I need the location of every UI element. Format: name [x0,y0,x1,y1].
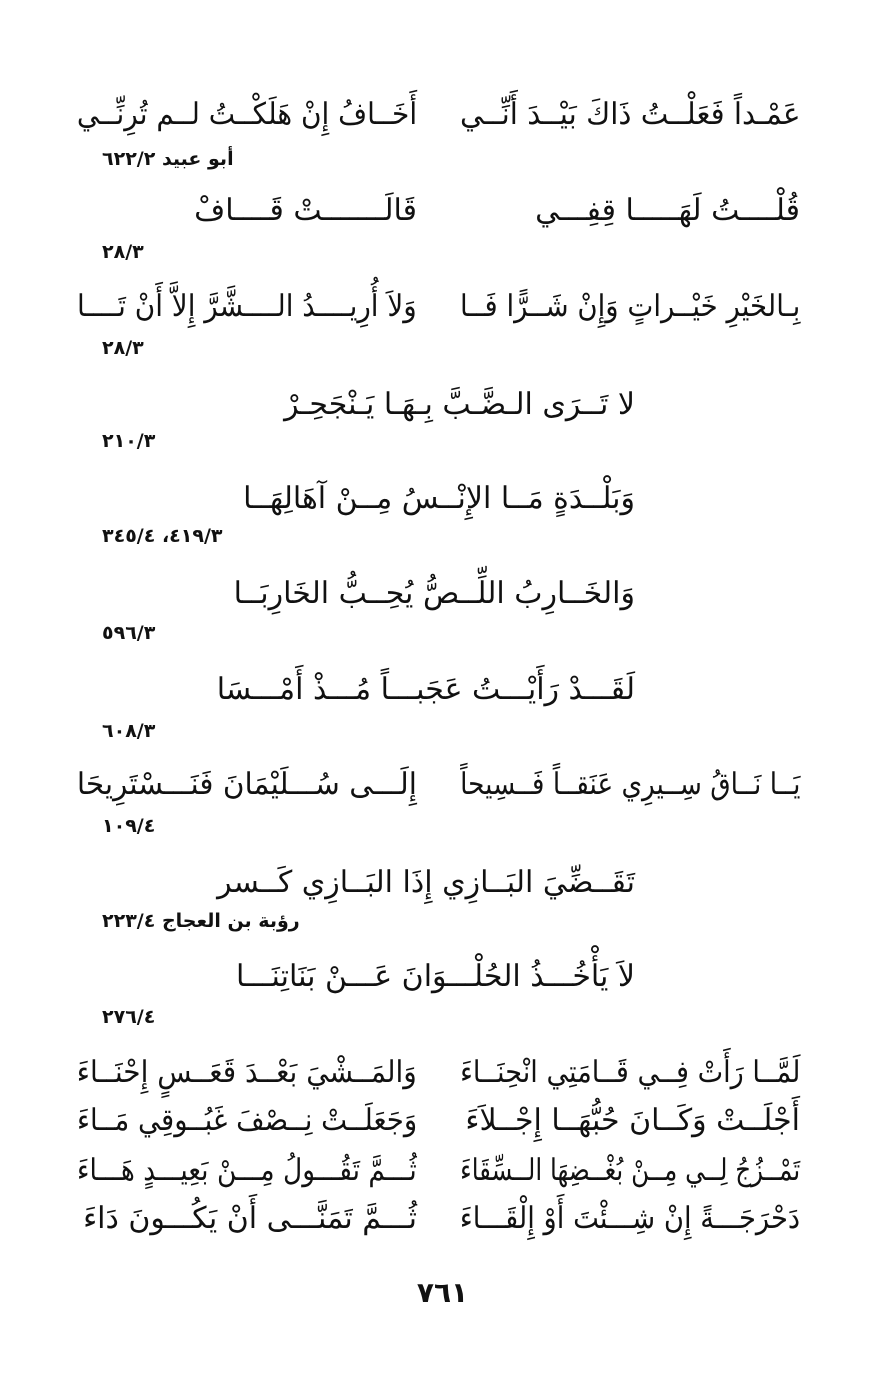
verse-first-hemistich: بِـالخَيْرِ خَيْــراتٍ وَإِنْ شَــرًّا فَــا [459,289,800,324]
verse-reference: ١٠٩/٤ [102,815,156,837]
verse-reference: ٢٨/٣ [102,337,144,359]
verse-line: وَبَلْــدَةٍ مَــا الإِنْــسُ مِــنْ آهَالِهَــا [243,481,635,516]
verse-reference: أبو عبيد ٦٢٢/٢ [102,148,234,170]
verse-first-hemistich: عَمْـداً فَعَلْــتُ ذَاكَ بَيْــدَ أَنِّــي [459,97,800,132]
verse-second-hemistich: أَخَــافُ إِنْ هَلَكْــتُ لــم تُرِنِّــي [76,97,417,132]
verse-second-hemistich: وَجَعَلَــتْ نِــصْفَ غَبُــوقِي مَــاءَ [76,1103,417,1138]
verse-line: لاَ يَأْخُـــذُ الحُلْـــوَانَ عَـــنْ بَنَاتِنَـــا [236,959,635,994]
verse-first-hemistich: لَمَّــا رَأَتْ فِــي قَــامَتِي انْحِنَــاءَ [459,1055,800,1090]
verse-first-hemistich: تَمْــزُجُ لِــي مِــنْ بُغْــضِهَا الــسِّقَاءَ [459,1153,800,1188]
verse-reference: ٢١٠/٣ [102,430,156,452]
verse-second-hemistich: وَالمَــشْيَ بَعْــدَ قَعَــسٍ إِحْنَــاءَ [76,1055,417,1090]
verse-line: وَالخَــارِبُ اللِّــصُّ يُحِــبُّ الخَارِبَــا [233,576,635,611]
verse-line: لَقَـــدْ رَأَيْـــتُ عَجَبـــاً مُـــذْ أَمْـــسَا [216,672,635,707]
verse-first-hemistich: أَجْلَــتْ وَكَــانَ حُبُّهَــا إِجْــلاَءَ [465,1103,800,1138]
verse-reference: ٢٧٦/٤ [102,1006,156,1028]
verse-line: تَقَــضِّيَ البَــازِي إِذَا البَــازِي كَــسر [217,865,635,900]
verse-first-hemistich: دَحْرَجَـــةً إِنْ شِـــئْتَ أَوْ إِلْقَـــاءَ [459,1201,800,1236]
verse-reference: ٤١٩/٣، ٣٤٥/٤ [102,525,223,547]
verse-reference: ٦٠٨/٣ [102,720,156,742]
verse-second-hemistich: قَالَـــــــتْ قَــــافْ [194,193,417,228]
verse-line: لا تَــرَى الـضَّـبَّ بِـهَـا يَـنْجَحِـرْ [284,387,635,422]
verse-reference: رؤبة بن العجاج ٢٢٣/٤ [102,910,300,932]
verse-first-hemistich: يَــا نَــاقُ سِــيرِي عَنَقــاً فَــسِيحاً [459,767,800,802]
verse-reference: ٥٩٦/٣ [102,622,156,644]
verse-second-hemistich: ثُـــمَّ تَقُـــولُ مِـــنْ بَعِيـــدٍ هَـــاءَ [77,1153,417,1188]
verse-first-hemistich: قُلْــــتُ لَهَـــــا قِفِـــي [535,193,800,228]
verse-second-hemistich: ثُـــمَّ تَمَنَّـــى أَنْ يَكُـــونَ دَاءَ [83,1201,417,1236]
page-number: ٧٦١ [416,1276,469,1309]
verse-reference: ٢٨/٣ [102,241,144,263]
verse-second-hemistich: إِلَـــى سُـــلَيْمَانَ فَنَـــسْتَرِيحَا [76,767,417,802]
verse-second-hemistich: وَلاَ أُرِيــــدُ الــــشَّرَّ إِلاَّ أَنْ تَــــا [77,289,417,324]
